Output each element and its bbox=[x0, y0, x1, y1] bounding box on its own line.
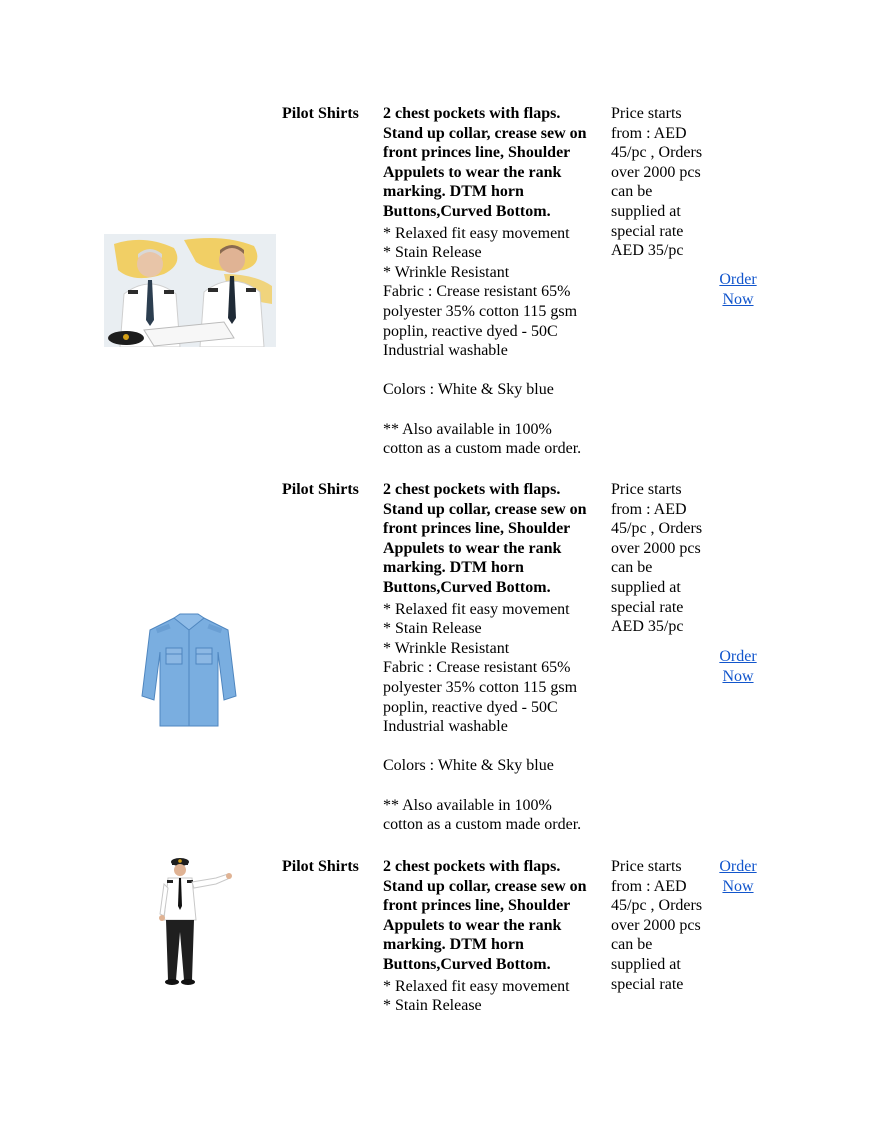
desc-bold-line: Buttons,Curved Bottom. bbox=[383, 578, 551, 596]
desc-bold-line: marking. DTM horn bbox=[383, 559, 524, 577]
price-line: over 2000 pcs bbox=[611, 539, 701, 557]
product-name: Pilot Shirts bbox=[282, 481, 359, 498]
price-line: AED 35/pc bbox=[611, 618, 684, 636]
also-line: ** Also available in 100% bbox=[383, 796, 552, 814]
colors-line: Colors : White & Sky blue bbox=[383, 381, 554, 399]
sky-blue-shirt-image bbox=[124, 608, 254, 734]
desc-line: * Wrinkle Resistant bbox=[383, 263, 510, 281]
price-line: can be bbox=[611, 559, 653, 577]
desc-bold-line: 2 chest pockets with flaps. bbox=[383, 481, 561, 498]
price-line: 45/pc , Orders bbox=[611, 520, 703, 538]
desc-line: Fabric : Crease resistant 65% bbox=[383, 283, 571, 301]
price-line: special rate bbox=[611, 598, 684, 616]
desc-bold-line: front princes line, Shoulder bbox=[383, 144, 571, 162]
desc-bold-line: marking. DTM horn bbox=[383, 183, 524, 201]
desc-line: poplin, reactive dyed - 50C bbox=[383, 322, 558, 340]
price-line: special rate bbox=[611, 222, 684, 240]
price-line: 45/pc , Orders bbox=[611, 144, 703, 162]
order-now-link[interactable] bbox=[714, 270, 762, 309]
order-now-link[interactable] bbox=[714, 647, 762, 686]
pilots-at-desk-image bbox=[104, 234, 276, 347]
desc-bold-line: 2 chest pockets with flaps. bbox=[383, 858, 561, 875]
desc-line: Industrial washable bbox=[383, 342, 508, 360]
colors-line: Colors : White & Sky blue bbox=[383, 757, 554, 775]
price-line: over 2000 pcs bbox=[611, 163, 701, 181]
price-line: special rate bbox=[611, 975, 684, 993]
desc-line: * Wrinkle Resistant bbox=[383, 639, 510, 657]
desc-bold-line: marking. DTM horn bbox=[383, 936, 524, 954]
price-line: Price starts bbox=[611, 858, 682, 875]
price-line: can be bbox=[611, 183, 653, 201]
desc-bold-line: 2 chest pockets with flaps. bbox=[383, 105, 561, 122]
desc-line: * Relaxed fit easy movement bbox=[383, 977, 570, 995]
product-description bbox=[383, 104, 605, 459]
product-description bbox=[383, 480, 605, 835]
desc-line: * Stain Release bbox=[383, 997, 482, 1015]
desc-line: polyester 35% cotton 115 gsm bbox=[383, 302, 578, 320]
product-description bbox=[383, 857, 605, 1016]
desc-bold-line: front princes line, Shoulder bbox=[383, 897, 571, 915]
desc-bold-line: Stand up collar, crease sew on bbox=[383, 500, 587, 518]
desc-line: * Relaxed fit easy movement bbox=[383, 224, 570, 242]
order-now-link[interactable] bbox=[714, 857, 762, 896]
also-line: cotton as a custom made order. bbox=[383, 816, 582, 834]
desc-line: * Relaxed fit easy movement bbox=[383, 600, 570, 618]
price-line: can be bbox=[611, 936, 653, 954]
order-link-text[interactable]: Order bbox=[719, 648, 757, 665]
also-line: cotton as a custom made order. bbox=[383, 440, 582, 458]
price-line: supplied at bbox=[611, 578, 681, 596]
price-line: from : AED bbox=[611, 500, 687, 518]
order-link-text[interactable]: Order bbox=[719, 271, 757, 288]
price-info bbox=[611, 104, 715, 261]
order-link-text[interactable]: Now bbox=[722, 877, 754, 895]
order-link-text[interactable]: Order bbox=[719, 858, 757, 875]
price-line: Price starts bbox=[611, 481, 682, 498]
desc-bold-line: Stand up collar, crease sew on bbox=[383, 124, 587, 142]
price-info bbox=[611, 480, 715, 637]
desc-line: polyester 35% cotton 115 gsm bbox=[383, 678, 578, 696]
desc-line: * Stain Release bbox=[383, 620, 482, 638]
price-line: from : AED bbox=[611, 877, 687, 895]
desc-bold-line: Buttons,Curved Bottom. bbox=[383, 955, 551, 973]
desc-line: * Stain Release bbox=[383, 244, 482, 262]
price-line: over 2000 pcs bbox=[611, 916, 701, 934]
desc-bold-line: Appulets to wear the rank bbox=[383, 916, 562, 934]
product-name: Pilot Shirts bbox=[282, 858, 359, 875]
product-name: Pilot Shirts bbox=[282, 105, 359, 122]
desc-line: Fabric : Crease resistant 65% bbox=[383, 659, 571, 677]
price-line: AED 35/pc bbox=[611, 242, 684, 260]
price-line: supplied at bbox=[611, 202, 681, 220]
desc-bold-line: Stand up collar, crease sew on bbox=[383, 877, 587, 895]
price-line: Price starts bbox=[611, 105, 682, 122]
order-link-text[interactable]: Now bbox=[722, 667, 754, 685]
desc-line: Industrial washable bbox=[383, 718, 508, 736]
order-link-text[interactable]: Now bbox=[722, 290, 754, 308]
also-line: ** Also available in 100% bbox=[383, 420, 552, 438]
price-line: from : AED bbox=[611, 124, 687, 142]
price-line: supplied at bbox=[611, 955, 681, 973]
price-line: 45/pc , Orders bbox=[611, 897, 703, 915]
desc-bold-line: front princes line, Shoulder bbox=[383, 520, 571, 538]
desc-bold-line: Appulets to wear the rank bbox=[383, 539, 562, 557]
desc-line: poplin, reactive dyed - 50C bbox=[383, 698, 558, 716]
pilot-pointing-image bbox=[150, 856, 234, 986]
price-info bbox=[611, 857, 715, 994]
desc-bold-line: Appulets to wear the rank bbox=[383, 163, 562, 181]
desc-bold-line: Buttons,Curved Bottom. bbox=[383, 202, 551, 220]
